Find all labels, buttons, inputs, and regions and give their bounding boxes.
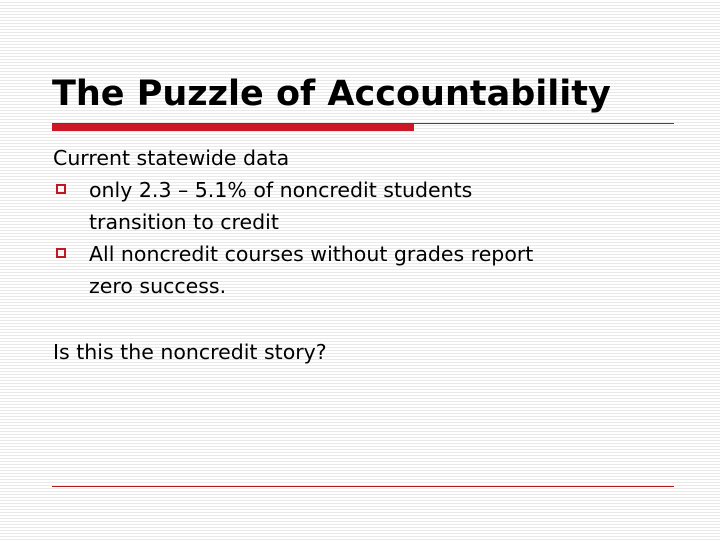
bullet-list — [53, 174, 693, 302]
hollow-square-bullet-icon — [56, 248, 66, 258]
closing-question: Is this the noncredit story? — [53, 340, 327, 364]
slide-title: The Puzzle of Accountability — [52, 74, 611, 114]
bullet-text-line: zero success. — [89, 274, 227, 298]
bullet-text-line: transition to credit — [89, 210, 279, 234]
section-heading: Current statewide data — [53, 146, 290, 170]
hollow-square-bullet-icon — [56, 184, 66, 194]
bullet-text-line: All noncredit courses without grades report — [89, 242, 534, 266]
slide-body — [53, 142, 693, 368]
footer-rule — [52, 486, 674, 487]
title-underline-accent — [52, 124, 414, 131]
bullet-text-line: only 2.3 – 5.1% of noncredit students — [89, 178, 473, 202]
bullet-item — [53, 238, 693, 302]
bullet-item — [53, 174, 693, 238]
spacer — [53, 302, 693, 336]
